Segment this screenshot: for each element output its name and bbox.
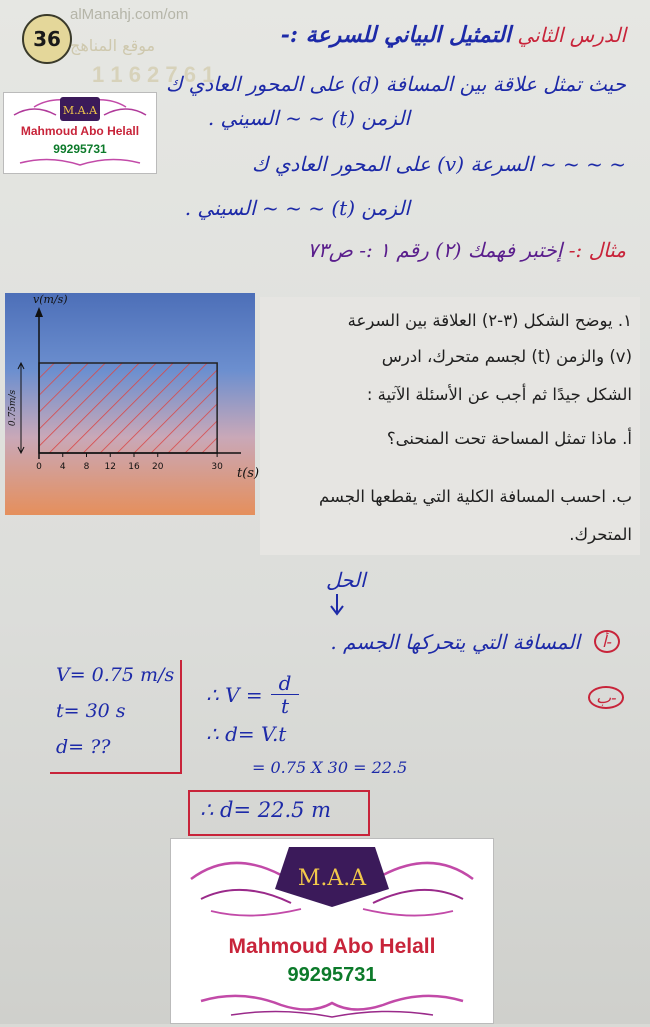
part-a-label: أ- <box>594 630 620 653</box>
formula-velocity <box>206 672 299 717</box>
given-time: t= 30 s <box>56 700 126 722</box>
formula-fraction <box>271 672 300 717</box>
question-block <box>260 297 640 555</box>
example-text: إختبر فهمك (٢) رقم ١ :- ص٧٣ <box>307 238 563 262</box>
logo-large-graphic <box>171 839 493 1023</box>
down-arrow-icon <box>330 594 344 616</box>
logo-large-initials: M.A.A <box>297 866 367 891</box>
note-line-4: الزمن (t) ~ ~ ~ السيني . <box>184 196 410 220</box>
x-tick-label: 4 <box>59 462 66 472</box>
area-under-curve <box>39 363 217 453</box>
y-axis-arrow <box>35 307 43 317</box>
question-line-3: الشكل جيدًا ثم أجب عن الأسئلة الآتية : <box>366 385 632 404</box>
given-velocity: V= 0.75 m/s <box>56 664 175 686</box>
logo-large <box>170 838 494 1024</box>
example-line <box>307 238 626 262</box>
velocity-time-chart <box>5 293 260 515</box>
example-label: مثال :- <box>568 238 626 262</box>
logo-large-name: Mahmoud Abo Helall <box>228 935 436 958</box>
x-tick-label: 16 <box>128 462 140 472</box>
logo-small-graphic <box>4 93 156 173</box>
part-b-label: ب- <box>588 686 624 709</box>
formula-velocity-prefix: ∴ V = <box>206 682 263 707</box>
y-axis-label: v(m/s) <box>33 293 68 306</box>
formula-denominator: t <box>281 694 290 718</box>
given-distance: d= ?? <box>56 736 111 758</box>
question-line-2: (v) والزمن (t) لجسم متحرك، ادرس <box>381 347 632 366</box>
page-number-badge: 36 <box>22 14 72 64</box>
watermark-arabic: موقع المناهج <box>70 36 156 55</box>
logo-small <box>3 92 157 174</box>
note-line-2: الزمن (t) ~ ~ السيني . <box>207 106 410 130</box>
logo-small-initials: M.A.A <box>62 104 98 117</box>
calculation: = 0.75 X 30 = 22.5 <box>252 758 408 777</box>
watermark-digits: 1 1 6 2 7 6 1 <box>92 62 215 87</box>
x-tick-label: 8 <box>83 462 90 472</box>
logo-large-phone: 99295731 <box>287 964 377 986</box>
part-a-text: المسافة التي يتحركها الجسم . <box>330 630 580 654</box>
logo-small-name: Mahmoud Abo Helall <box>20 124 140 138</box>
velocity-annotation: 0.75m/s <box>8 389 18 427</box>
x-axis-label: t(s) <box>237 466 260 481</box>
given-values-box <box>50 660 182 774</box>
lesson-heading <box>281 22 626 48</box>
note-line-1: حيث تمثل علاقة بين المسافة (d) على المحور العادي ك <box>165 72 626 96</box>
x-tick-label: 0 <box>36 462 42 472</box>
final-answer-box <box>188 790 370 836</box>
velocity-time-figure <box>5 293 260 515</box>
watermark-url: alManahj.com/om <box>70 6 189 23</box>
lesson-prefix: الدرس الثاني <box>517 23 626 47</box>
formula-distance: ∴ d= V.t <box>206 722 287 746</box>
lesson-title: التمثيل البياني للسرعة :- <box>280 22 512 48</box>
logo-small-phone: 99295731 <box>53 142 107 156</box>
x-tick-label: 30 <box>211 462 223 472</box>
final-answer: ∴ d= 22.5 m <box>200 798 332 822</box>
question-line-5: ب. احسب المسافة الكلية التي يقطعها الجسم <box>319 487 632 506</box>
question-line-6: المتحرك. <box>569 525 632 544</box>
question-line-1: ١. يوضح الشكل (٣-٢) العلاقة بين السرعة <box>347 311 632 330</box>
x-tick-label: 12 <box>104 462 116 472</box>
note-line-3: ~ ~ ~ ~ السرعة (v) على المحور العادي ك <box>251 152 626 176</box>
solution-label: الحل <box>326 568 366 592</box>
formula-numerator: d <box>271 672 300 695</box>
x-tick-label: 20 <box>152 462 164 472</box>
question-line-4: أ. ماذا تمثل المساحة تحت المنحنى؟ <box>386 429 632 448</box>
